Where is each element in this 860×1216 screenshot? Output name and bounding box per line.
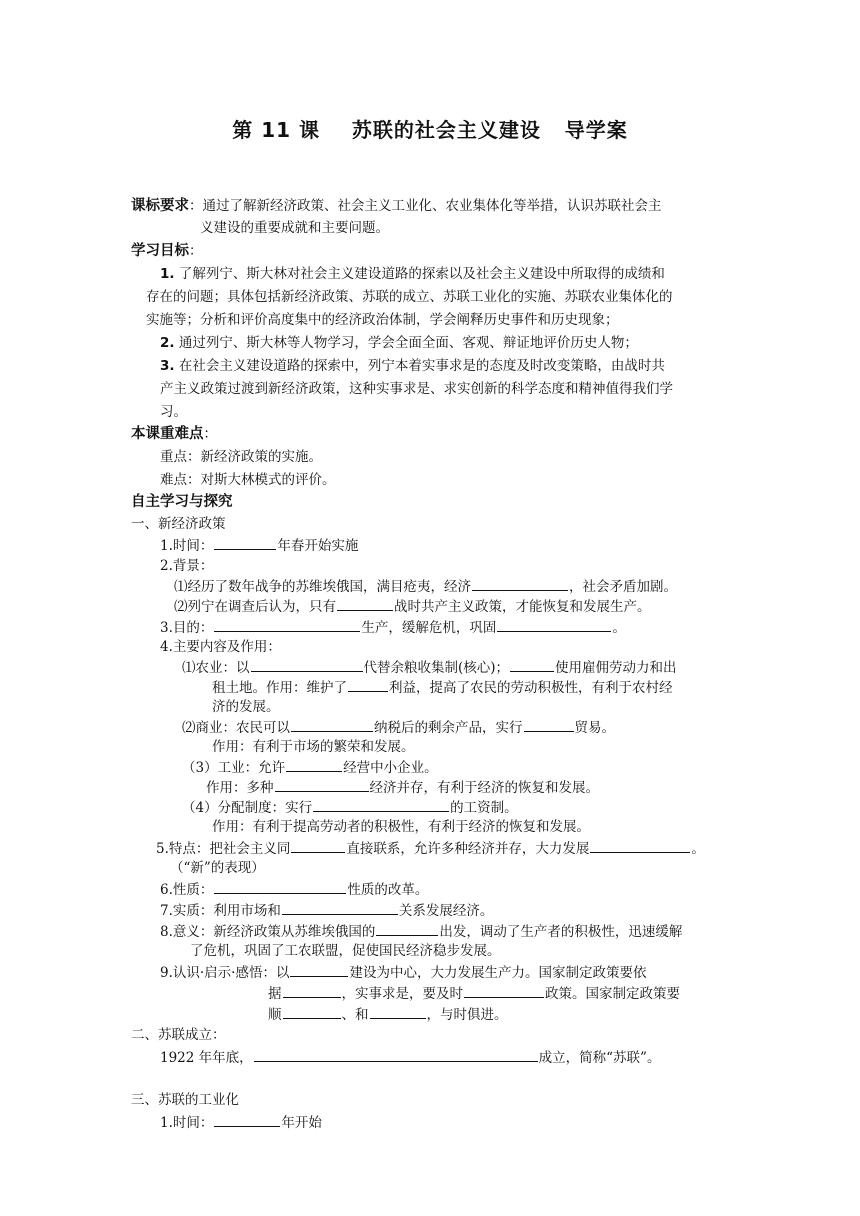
bg2-text-b: 战时共产主义政策，才能恢复和发展生产。	[394, 599, 651, 615]
ussr-heading: 二、苏联成立：	[131, 1027, 226, 1043]
blank-commodity-money[interactable]	[282, 900, 398, 915]
purpose-end: 。	[612, 620, 626, 636]
page-title: 第 11 课 苏联的社会主义建设 导学案	[232, 118, 628, 142]
keypoints-label: 本课重难点	[131, 426, 204, 442]
insight-text-g: 、和	[341, 1007, 369, 1023]
blank-purpose-2[interactable]	[497, 617, 611, 632]
goals-heading	[131, 241, 203, 261]
standard-text-1: ：通过了解新经济政策、社会主义工业化、农业集体化等举措，认识苏联社会主	[189, 198, 662, 214]
purpose-text: 生产，缓解危机，巩固	[361, 620, 497, 636]
industry-text-a: （3）工业：允许	[182, 760, 286, 776]
agri-text-d: 租土地。作用：维护了	[212, 680, 347, 696]
distribution-line-1	[182, 797, 518, 818]
blank-keep-pace[interactable]	[370, 1004, 426, 1019]
blank-economy-state[interactable]	[472, 576, 568, 591]
industry-text-b: 经营中小企业。	[343, 760, 438, 776]
goal-2-number: 2.	[160, 335, 175, 351]
blank-public-opinion[interactable]	[283, 1004, 341, 1019]
insight-text-h: ，与时俱进。	[426, 1007, 508, 1023]
keypoints-heading	[131, 424, 217, 444]
commerce-text-c: 贸易。	[574, 720, 615, 736]
nep-purpose-line	[160, 617, 626, 638]
insight-text-b: 建设为中心，大力发展生产力。国家制定政策要依	[349, 965, 647, 981]
bg2-text-a: ⑵列宁在调查后认为，只有	[174, 599, 336, 615]
ussr-line	[160, 1047, 660, 1068]
agri-text-c: 使用雇佣劳动力和出	[555, 660, 677, 676]
blank-grain-tax[interactable]	[251, 657, 363, 672]
ussr-text-a: 1922 年年底，	[160, 1050, 253, 1066]
nep-background-2	[174, 596, 651, 617]
standard-label: 课标要求	[131, 198, 189, 214]
blank-sell[interactable]	[291, 717, 373, 732]
agri-text-a: ⑴农业：以	[182, 660, 250, 676]
nep-main-label: 4.主要内容及作用：	[160, 639, 281, 655]
insight-text-f: 顺	[268, 1007, 282, 1023]
agri-line-3: 济的发展。	[212, 699, 280, 715]
goals-colon: ：	[189, 243, 203, 259]
agri-text-b: 代替余粮收集制(核心)；	[363, 660, 510, 676]
industrialization-time-suffix: 年开始	[281, 1115, 322, 1131]
blank-industrialization-year[interactable]	[214, 1112, 280, 1127]
goal-2-line	[160, 333, 638, 353]
significance-text-a: 8.意义：新经济政策从苏维埃俄国的	[160, 924, 376, 940]
distribution-text-a: （4）分配制度：实行	[182, 800, 313, 816]
insight-text-d: ，实事求是，要及时	[341, 986, 463, 1002]
insight-line-2	[268, 983, 680, 1004]
blank-private[interactable]	[286, 757, 342, 772]
blank-ussr-name[interactable]	[254, 1047, 538, 1062]
goal-1-line-2: 存在的问题；具体包括新经济政策、苏联的成立、苏联工业化的实施、苏联农业集体化的	[146, 289, 673, 305]
commerce-text-a: ⑵商业：农民可以	[182, 720, 290, 736]
significance-line-2: 了危机，巩固了工农联盟，促使国民经济稳步发展。	[190, 943, 501, 959]
insight-text-c: 据	[268, 986, 282, 1002]
blank-ownership[interactable]	[275, 777, 369, 792]
nature-label: 6.性质：	[160, 882, 214, 898]
features-text-b: 直接联系，允许多种经济并存，大力发展	[346, 841, 590, 857]
blank-peasant[interactable]	[348, 677, 388, 692]
nature-line	[160, 879, 428, 900]
goal-1-line-3: 实施等；分析和评价高度集中的经济政治体制，学会阐释历史事件和历史现象；	[146, 312, 619, 328]
agri-line-2	[212, 677, 673, 698]
bg1-text-b: ，社会矛盾加剧。	[569, 579, 677, 595]
industry-line-2	[206, 777, 599, 798]
features-text-c: 。	[691, 841, 705, 857]
goal-3-line-2: 产主义政策过渡到新经济政策，这种实事求是、求实创新的科学态度和精神值得我们学	[160, 381, 673, 397]
distribution-line-2: 作用：有利于提高劳动者的积极性，有利于经济的恢复和发展。	[212, 819, 590, 835]
insight-line-3	[268, 1004, 508, 1025]
insight-text-a: 9.认识·启示·感悟：以	[160, 965, 290, 981]
essence-line	[160, 900, 493, 921]
standard-line-1	[131, 196, 662, 216]
difficulty-line: 难点：对斯大林模式的评价。	[160, 472, 336, 488]
goal-1-number: 1.	[160, 266, 175, 282]
features-note: （“新”的表现）	[170, 860, 265, 876]
goals-label: 学习目标	[131, 243, 189, 259]
blank-economic[interactable]	[290, 962, 348, 977]
purpose-label: 3.目的：	[160, 620, 214, 636]
blank-abandon[interactable]	[337, 596, 393, 611]
nep-time-label: 1.时间：	[160, 538, 214, 554]
blank-market[interactable]	[291, 838, 345, 853]
goal-1-line-1	[160, 264, 665, 284]
agri-line-1	[182, 657, 677, 678]
essence-text-a: 7.实质：利用市场和	[160, 903, 281, 919]
blank-nature[interactable]	[214, 879, 346, 894]
blank-reality[interactable]	[376, 921, 438, 936]
industry-text-d: 经济并存，有利于经济的恢复和发展。	[369, 780, 599, 796]
keypoints-colon: ：	[203, 426, 217, 442]
standard-line-2: 义建设的重要成就和主要问题。	[200, 220, 389, 236]
nep-background-label: 2.背景：	[160, 558, 214, 574]
industry-line-1	[182, 757, 438, 778]
significance-line-1	[160, 921, 682, 942]
blank-adjust[interactable]	[464, 983, 544, 998]
nep-heading: 一、新经济政策	[131, 516, 226, 532]
industrialization-time-label: 1.时间：	[160, 1115, 214, 1131]
essence-text-b: 关系发展经济。	[398, 903, 494, 919]
distribution-text-b: 的工资制。	[450, 800, 518, 816]
blank-free[interactable]	[524, 717, 574, 732]
blank-wage[interactable]	[313, 797, 449, 812]
agri-text-e: 利益，提高了农民的劳动积极性，有利于农村经	[389, 680, 673, 696]
industrialization-heading: 三、苏联的工业化	[131, 1092, 239, 1108]
nature-text: 性质的改革。	[347, 882, 429, 898]
goal-3-line-3: 习。	[160, 404, 187, 420]
ussr-text-b: 成立，简称“苏联”。	[538, 1050, 661, 1066]
goal-2-text: 通过列宁、斯大林等人物学习，学会全面全面、客观、辩证地评价历史人物；	[178, 335, 638, 351]
goal-1-text-a: 了解列宁、斯大林对社会主义建设道路的探索以及社会主义建设中所取得的成绩和	[178, 266, 665, 282]
insight-text-e: 政策。国家制定政策要	[545, 986, 680, 1002]
industry-text-c: 作用：多种	[206, 780, 274, 796]
focus-line: 重点：新经济政策的实施。	[160, 449, 322, 465]
blank-nep-year[interactable]	[214, 535, 276, 550]
goal-3-text-a: 在社会主义建设道路的探索中，列宁本着实事求是的态度及时改变策略，由战时共	[178, 358, 665, 374]
commerce-line-1	[182, 717, 615, 738]
nep-time-line	[160, 535, 358, 556]
study-heading: 自主学习与探究	[131, 494, 233, 510]
blank-allow[interactable]	[510, 657, 554, 672]
bg1-text-a: ⑴经历了数年战争的苏维埃俄国，满目疮夷，经济	[174, 579, 471, 595]
blank-purpose-1[interactable]	[214, 617, 360, 632]
industrialization-time-line	[160, 1112, 322, 1133]
commerce-text-b: 纳税后的剩余产品，实行	[374, 720, 523, 736]
goal-3-line-1	[160, 356, 665, 376]
significance-text-b: 出发，调动了生产者的积极性，迅速缓解	[439, 924, 683, 940]
blank-national-conditions[interactable]	[283, 983, 341, 998]
features-line	[156, 838, 705, 859]
commerce-line-2: 作用：有利于市场的繁荣和发展。	[212, 739, 415, 755]
nep-time-suffix: 年春开始实施	[277, 538, 359, 554]
insight-line-1	[160, 962, 646, 983]
blank-commodity[interactable]	[590, 838, 690, 853]
goal-3-number: 3.	[160, 358, 175, 374]
nep-background-1	[174, 576, 677, 597]
features-text-a: 5.特点：把社会主义同	[156, 841, 291, 857]
